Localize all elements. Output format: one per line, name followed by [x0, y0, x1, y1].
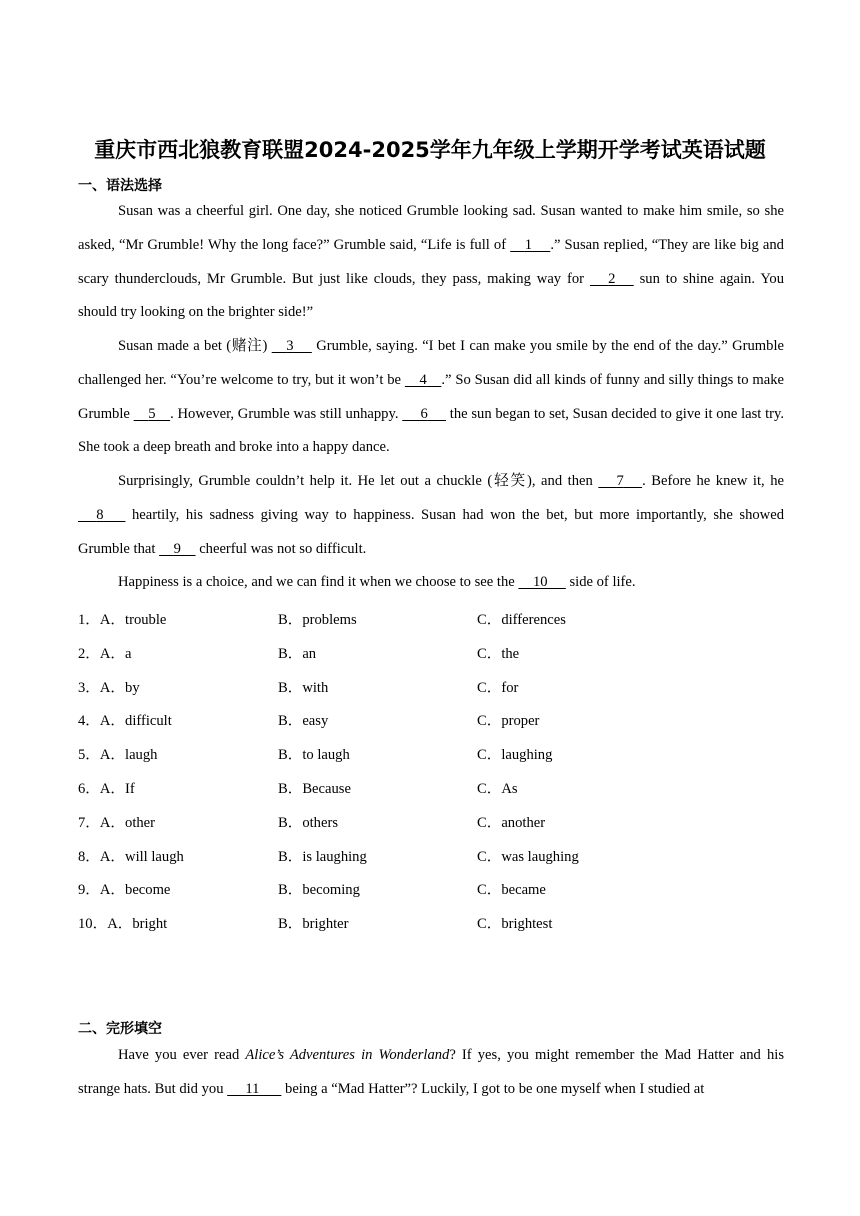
option-a[interactable]: 7．A．other — [78, 815, 156, 831]
option-b[interactable]: B．problems — [278, 612, 357, 628]
option-a[interactable]: 10．A．bright — [78, 916, 168, 932]
passage-text: Susan was a cheerful girl. One day, she noticed Grumble looking sad. Susan wanted to make him smile, so she asked, “Mr Grumble! Why the long face?” Grumble said, “Life is full of — [78, 203, 784, 253]
passage-paragraph — [78, 566, 784, 600]
option-b[interactable]: B．becoming — [278, 882, 360, 898]
option-a[interactable]: 4．A．difficult — [78, 713, 172, 729]
option-c[interactable]: C．As — [477, 781, 518, 797]
blank-4: 4 — [419, 371, 427, 388]
passage-text: Happiness is a choice, and we can find it when we choose to see the — [118, 574, 519, 590]
option-b[interactable]: B．to laugh — [278, 747, 350, 763]
passage-text: sun to shine again. You should try looking on the brighter side!” — [78, 270, 784, 321]
passage-text: .” So Susan did all kinds of funny and silly things to make Grumble — [78, 371, 784, 422]
passage-paragraph — [78, 1039, 784, 1107]
option-b[interactable]: B．Because — [278, 781, 351, 797]
option-c[interactable]: C．proper — [477, 713, 540, 729]
option-b[interactable]: B．an — [278, 646, 317, 662]
option-a[interactable]: 6．A．If — [78, 781, 135, 797]
option-c[interactable]: C．became — [477, 882, 546, 898]
passage-paragraph — [78, 330, 784, 465]
option-a[interactable]: 1．A．trouble — [78, 612, 167, 628]
option-a[interactable]: 2．A．a — [78, 646, 132, 662]
passage-paragraph — [78, 195, 784, 330]
passage-text: Susan made a bet (赌注) — [118, 338, 272, 354]
passage-text: .” Susan replied, “They are like big and scary thunderclouds, Mr Grumble. But just like clouds, they pass, making way for — [78, 236, 784, 287]
passage-paragraph — [78, 465, 784, 566]
passage-text: side of life. — [565, 574, 636, 590]
option-c[interactable]: C．the — [477, 646, 520, 662]
passage-text: Surprisingly, Grumble couldn’t help it. He let out a chuckle (轻笑), and then — [118, 473, 599, 489]
blank-11: 11 — [245, 1080, 260, 1097]
question-options-5 — [78, 743, 784, 763]
question-options-2 — [78, 642, 784, 662]
passage-text: being a “Mad Hatter”? Luckily, I got to be one myself when I studied at — [281, 1080, 705, 1097]
question-options-3 — [78, 676, 784, 696]
passage-text: the sun began to set, Susan decided to give it one last try. She took a deep breath and broke into a happy dance. — [78, 405, 784, 456]
option-a[interactable]: 5．A．laugh — [78, 747, 158, 763]
option-c[interactable]: C．laughing — [477, 747, 553, 763]
passage-text: Grumble, saying. “I bet I can make you smile by the end of the day.” Grumble challenged her. “You’re welcome to try, but it won’t be — [78, 338, 784, 388]
section-heading-grammar: 一、语法选择 — [78, 178, 162, 194]
option-a[interactable]: 3．A．by — [78, 680, 140, 696]
option-b[interactable]: B．others — [278, 815, 338, 831]
blank-8: 8 — [96, 506, 104, 523]
question-options-9 — [78, 878, 784, 898]
blank-2: 2 — [608, 270, 616, 287]
page-title: 重庆市西北狼教育联盟2024-2025学年九年级上学期开学考试英语试题 — [94, 138, 766, 162]
question-options-6 — [78, 777, 784, 797]
passage-text: . However, Grumble was still unhappy. — [170, 405, 403, 422]
option-c[interactable]: C．for — [477, 680, 519, 696]
section-heading-cloze: 二、完形填空 — [78, 1021, 162, 1037]
question-options-4 — [78, 709, 784, 729]
option-c[interactable]: C．was laughing — [477, 849, 579, 865]
book-title: Alice’s Adventures in Wonderland — [245, 1047, 450, 1063]
option-b[interactable]: B．brighter — [278, 916, 349, 932]
option-c[interactable]: C．another — [477, 815, 546, 831]
blank-6: 6 — [420, 405, 428, 422]
question-options-1 — [78, 608, 784, 628]
option-c[interactable]: C．differences — [477, 612, 566, 628]
option-b[interactable]: B．easy — [278, 713, 329, 729]
blank-3: 3 — [286, 338, 294, 354]
blank-5: 5 — [148, 405, 156, 422]
option-b[interactable]: B．with — [278, 680, 329, 696]
blank-9: 9 — [173, 540, 181, 557]
question-options-10 — [78, 912, 784, 932]
blank-1: 1 — [524, 236, 533, 253]
blank-10: 10 — [532, 574, 548, 590]
passage-text: Have you ever read — [118, 1047, 246, 1063]
blank-7: 7 — [616, 473, 624, 489]
option-a[interactable]: 9．A．become — [78, 882, 171, 898]
option-c[interactable]: C．brightest — [477, 916, 553, 932]
question-options-8 — [78, 845, 784, 865]
question-options-7 — [78, 811, 784, 831]
option-a[interactable]: 8．A．will laugh — [78, 849, 184, 865]
passage-text: cheerful was not so difficult. — [195, 540, 367, 557]
passage-text: . Before he knew it, he — [642, 473, 784, 489]
passage-text: heartily, his sadness giving way to happiness. Susan had won the bet, but more importantly, she showed Grumble that — [78, 506, 784, 557]
option-b[interactable]: B．is laughing — [278, 849, 367, 865]
passage-text: ? If yes, you might remember the Mad Hatter and his strange hats. But did you — [78, 1047, 785, 1097]
